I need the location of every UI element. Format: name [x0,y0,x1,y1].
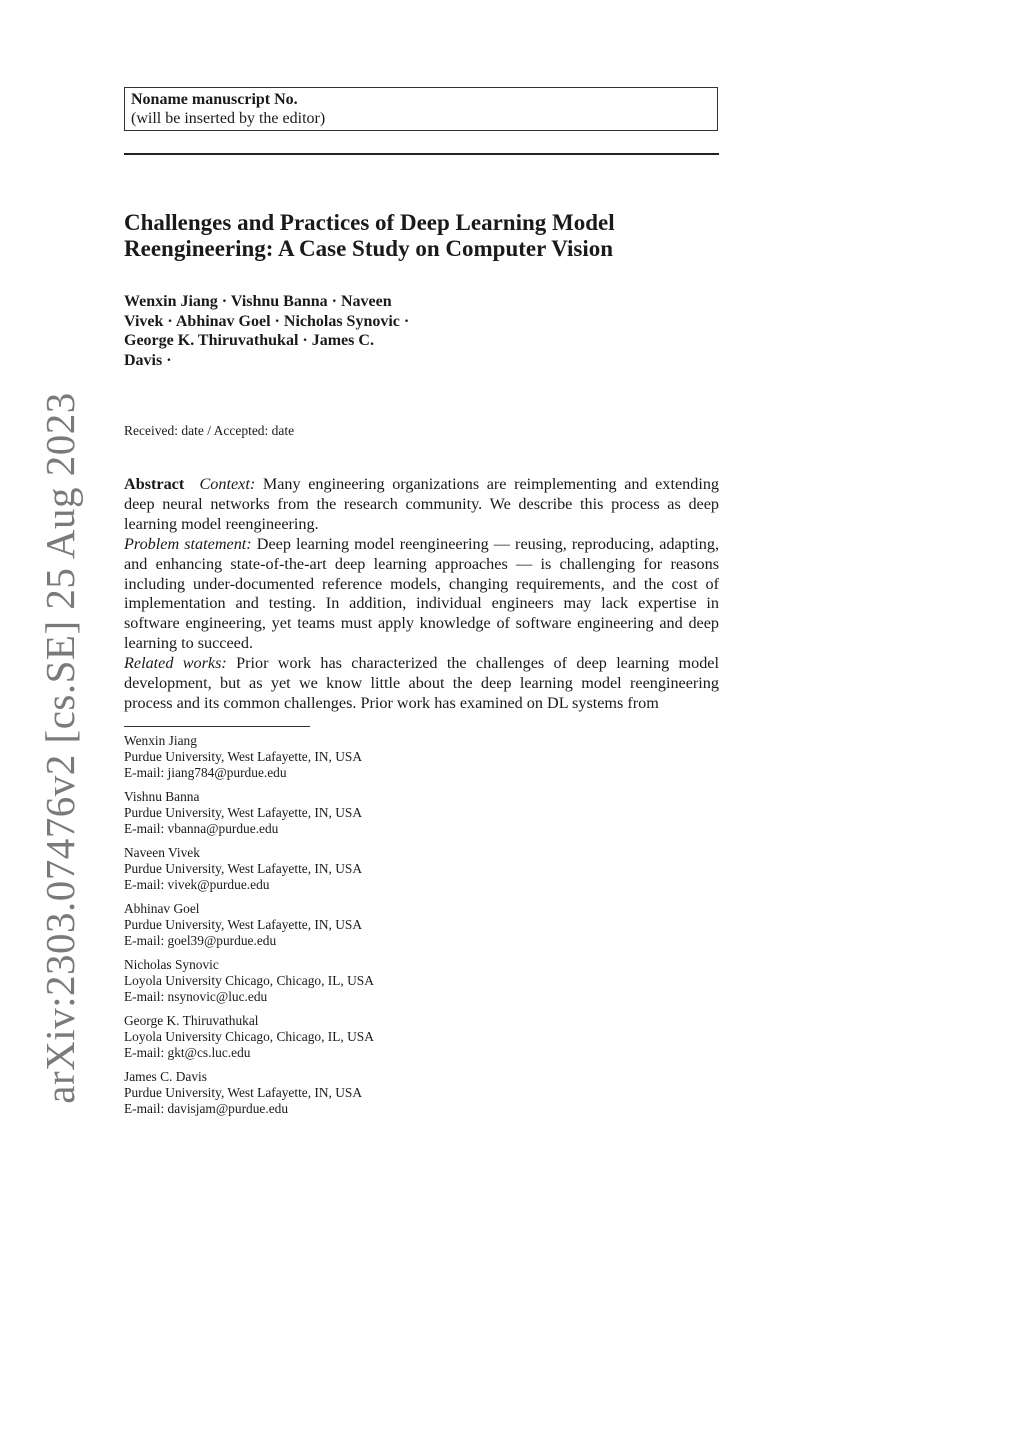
affiliation-entry [124,957,624,1005]
problem-statement-label: Problem statement: [124,534,252,553]
header-rule [124,153,719,155]
affiliation-author-name: George K. Thiruvathukal [124,1013,259,1028]
affiliation-institution: Purdue University, West Lafayette, IN, USA [124,861,363,876]
affiliation-email: E-mail: goel39@purdue.edu [124,933,277,948]
affiliation-email: E-mail: gkt@cs.luc.edu [124,1045,251,1060]
affiliation-entry [124,901,624,949]
affiliation-author-name: Naveen Vivek [124,845,200,860]
related-works-label: Related works: [124,654,227,673]
manuscript-number-box [124,87,718,131]
abstract-label: Abstract [124,475,185,493]
affiliation-email: E-mail: vbanna@purdue.edu [124,821,279,836]
affiliation-entry [124,1069,624,1117]
affiliation-email: E-mail: jiang784@purdue.edu [124,765,287,780]
affiliation-institution: Purdue University, West Lafayette, IN, USA [124,805,363,820]
author-line: Davis · [124,351,172,369]
affiliation-email: E-mail: nsynovic@luc.edu [124,989,268,1004]
related-works-text: Prior work has characterized the challenges of deep learning model development, but as yet we know little about the deep learning model reengineering process and its common challenges. Prior work has examined on DL systems from [124,654,719,712]
context-label: Context: [199,475,256,493]
abstract-context-paragraph [124,475,719,535]
author-line: Wenxin Jiang · Vishnu Banna · Naveen [124,293,392,310]
affiliation-institution: Purdue University, West Lafayette, IN, USA [124,749,363,764]
author-line: Vivek · Abhinav Goel · Nicholas Synovic · [124,312,410,330]
affiliation-email: E-mail: vivek@purdue.edu [124,877,270,892]
affiliation-entry [124,733,624,781]
affiliation-institution: Purdue University, West Lafayette, IN, USA [124,917,363,932]
manuscript-editor-note: (will be inserted by the editor) [131,110,326,127]
paper-title: Challenges and Practices of Deep Learning Model Reengineering: A Case Study on Computer Vision [124,210,615,261]
affiliation-entry [124,845,624,893]
problem-statement-text: Deep learning model reengineering — reusing, reproducing, adapting, and enhancing state-of-the-art deep learning approaches — is challenging for reasons including under-documented reference models, changing requirements, and the cost of implementation and testing. In addition, individual engineers may lack expertise in software engineering, yet teams must apply knowledge of software engineering and deep learning to succeed. [124,534,719,653]
affiliation-institution: Loyola University Chicago, Chicago, IL, USA [124,1029,374,1044]
footnote-rule [124,726,310,727]
affiliation-author-name: Vishnu Banna [124,789,200,804]
affiliation-author-name: Abhinav Goel [124,901,200,916]
affiliation-email: E-mail: davisjam@purdue.edu [124,1101,289,1116]
affiliation-author-name: James C. Davis [124,1069,207,1084]
abstract-problem-paragraph [124,535,719,654]
context-text: Many engineering organizations are reimplementing and extending deep neural networks from the research community. We describe this process as deep learning model reengineering. [124,475,720,533]
affiliation-institution: Purdue University, West Lafayette, IN, USA [124,1085,363,1100]
affiliation-entry [124,789,624,837]
affiliation-author-name: Wenxin Jiang [124,733,197,748]
manuscript-number-label: Noname manuscript No. [131,91,298,108]
author-list [124,292,504,370]
received-accepted-dates: Received: date / Accepted: date [124,423,295,438]
author-affiliations [124,733,624,1125]
author-line: George K. Thiruvathukal · James C. [124,332,374,350]
abstract-related-paragraph [124,654,719,714]
affiliation-institution: Loyola University Chicago, Chicago, IL, USA [124,973,374,988]
arxiv-identifier: arXiv:2303.07476v2 [cs.SE] 25 Aug 2023 [37,392,83,1104]
affiliation-entry [124,1013,624,1061]
abstract [124,475,719,714]
affiliation-author-name: Nicholas Synovic [124,957,219,972]
